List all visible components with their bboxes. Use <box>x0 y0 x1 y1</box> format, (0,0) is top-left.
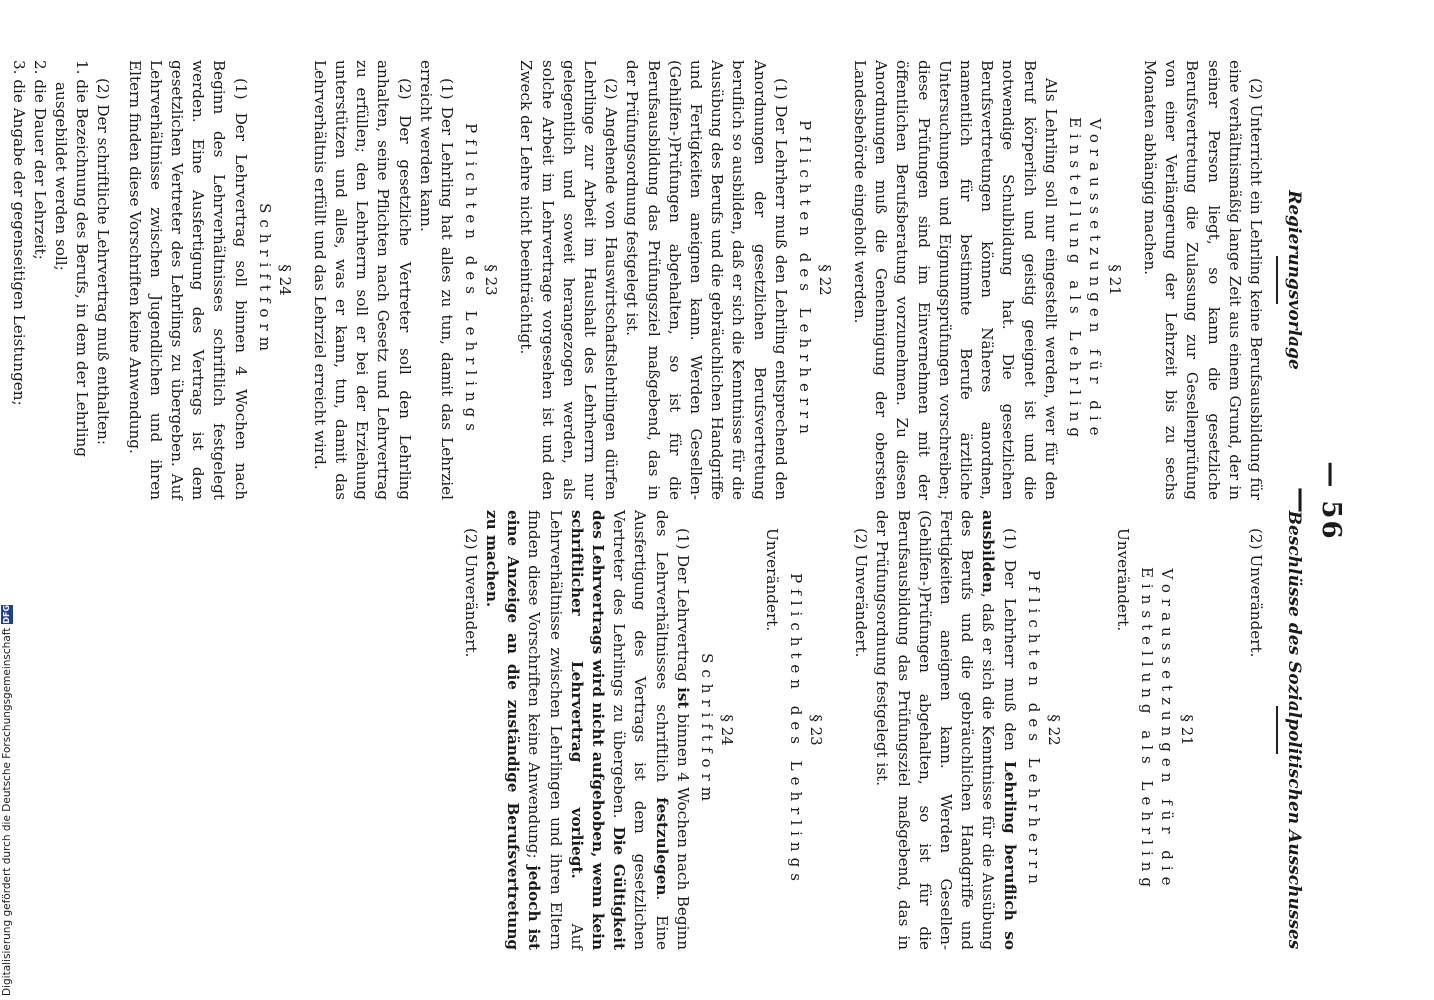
paragraph: (1) Der Lehrvertrag soll binnen 4 Wochen nach Beginn des Lehrverhältnisses schriftlich festgelegt werden. Eine Ausfertigung des Vertrags ist dem gesetzlichen Vertreter des Lehrlings zu übergeben. Auf Lehrverhältnisse zwischen Jugendlichen und ihren Eltern finden diese Vorschriften keine Anwendung. <box>125 60 250 500</box>
requirements-list <box>7 60 92 500</box>
emphasis: jedoch ist eine Anzeige an die zuständige Berufsvertretung zu machen. <box>482 510 544 950</box>
paragraph: (2) Unverändert. <box>852 528 871 658</box>
paragraph: Unverändert. <box>762 528 781 632</box>
section-title: Schriftform <box>255 203 274 357</box>
page-number: — 56 — <box>1286 461 1346 541</box>
emphasis: ist <box>673 687 692 709</box>
credit-text: Digitalisierung gefördert durch die Deutsche Forschungsgemeinschaft <box>1 627 13 996</box>
emphasis: Die Gültigkeit des Lehrvertrags wird nicht aufgehoben, wenn kein schriftlicher Lehrvertrag vorliegt. <box>567 510 629 951</box>
heading-rule <box>1276 706 1278 754</box>
section-number: § 23 <box>806 714 825 746</box>
paragraph <box>481 510 693 950</box>
section-title: Pflichten des Lehrherrn <box>795 120 814 440</box>
text-run: . Eine Ausfertigung des Vertrags ist dem gesetzlichen Vertreter des Lehrlings zu übergeben. <box>610 510 671 950</box>
paragraph: (2) Unterricht ein Lehrling keine Berufsausbildung für eine verhältnismäßig lange Zeit aus einem Grund, der in seiner Person liegt, so kann die gesetzliche Berufsvertretung die Zulassung zur Gesellenprüfung von einer Verlängerung der Lehrzeit bis zu sechs Monaten abhängig machen. <box>1140 60 1265 500</box>
paragraph: (1) Der Lehrherr muß den Lehrling entsprechend den Anordnungen der gesetzlichen Berufsvertretung beruflich so ausbilden, daß er sich die Kenntnisse für die Ausübung des Berufs und die gebräuchlichen Handgriffe und Fertigkeiten aneignen kann. Werden Gesellen-(Gehilfen-)Prüfungen abgehalten, so ist für die Berufsausbildung das Prüfungsziel maßgebend, das in der Prüfungsordnung festgelegt ist. <box>623 60 790 500</box>
text-run: (1) Der Lehrherr muß den <box>1000 528 1019 762</box>
column-heading: Regierungsvorlage <box>1284 190 1304 370</box>
section-title: Voraussetzungen für die Einstellung als Lehrling <box>1065 116 1104 444</box>
text-run: Auf Lehrverhältnisse zwischen Lehrlingen und ihren Eltern finden diese Vorschriften keine Anwendung; <box>525 510 586 950</box>
paragraph: Unverändert. <box>1113 528 1132 632</box>
column-regierungsvorlage <box>7 60 1304 500</box>
paragraph <box>871 510 1019 950</box>
section-number: § 22 <box>815 264 834 296</box>
paragraph: Als Lehrling soll nur eingestellt werden, wer für den Beruf körperlich und geistig geeignet ist und die notwendige Schulbildung hat. Die gesetzlichen Berufsvertretungen können Näheres anordnen, namentlich für bestimmte Berufe ärztliche Untersuchungen und Eignungsprüfungen vorschreiben; diese Prüfungen sind im Einvernehmen mit der öffentlichen Berufsberatung vorzunehmen. Zu diesen Anordnungen muß die Genehmigung der obersten Landesbehörde eingeholt werden. <box>850 60 1060 500</box>
paragraph: (2) Der schriftliche Lehrvertrag muß enthalten: <box>94 78 113 445</box>
column-ausschuss-beschluesse <box>460 510 1304 950</box>
column-heading: Beschlüsse des Sozialpolitischen Ausschusses <box>1284 510 1304 950</box>
paragraph: (2) Unverändert. <box>461 528 480 658</box>
section-number: § 21 <box>1177 714 1196 746</box>
section-title: Pflichten des Lehrlings <box>462 123 481 437</box>
digitization-credit <box>0 604 14 996</box>
section-title: Schriftform <box>697 653 716 807</box>
paragraph: (2) Angehende von Hauswirtschaftslehrlingen dürfen Lehrlinge zur Arbeit im Haushalt des Lehrherrn nur gelegentlich und soweit herangezogen werden, als solche Arbeit im Lehrvertrage vorgesehen ist und den Zweck der Lehre nicht beeinträchtigt. <box>517 60 621 500</box>
dfg-logo: DFG <box>2 604 11 624</box>
section-title: Pflichten des Lehrlings <box>786 573 805 887</box>
paragraph: (2) Unverändert. <box>1247 528 1265 658</box>
list-item: 2. die Dauer der Lehrzeit; <box>30 60 49 260</box>
section-title: Voraussetzungen für die Einstellung als Lehrling <box>1137 566 1176 894</box>
paragraph: (2) Der gesetzliche Vertreter soll den Lehrling anhalten, seine Pflichten nach Gesetz und Lehrvertrag zu erfüllen; den Lehrherrn soll er bei der Erziehung unterstützen und alles, was er kann, tun, damit das Lehrverhältnis erfüllt und das Lehrziel erreicht wird. <box>310 60 414 500</box>
text-run: (1) Der Lehrvertrag <box>673 528 692 688</box>
list-item: 1. die Bezeichnung des Berufs, in dem der Lehrling ausgebildet werden soll; <box>52 60 92 458</box>
emphasis: festzulegen <box>652 797 671 896</box>
text-run: , daß er sich die Kenntnisse für die Ausübung des Berufs und die gebräuchlichen Handgriffe und Fertigkeiten aneignen kann. Werden Gesellen-(Gehilfen-)Prüfungen abgehalten, so ist für die Berufsausbildung das Prüfungsziel maßgebend, das in der Prüfungsordnung festgelegt ist. <box>873 510 998 950</box>
heading-rule <box>1276 256 1278 304</box>
text-run: binnen 4 Wochen nach Beginn des Lehrverhältnisses schriftlich <box>652 510 692 950</box>
section-number: § 24 <box>275 264 294 296</box>
section-number: § 21 <box>1105 264 1124 296</box>
section-number: § 23 <box>482 264 501 296</box>
emphasis: Lehrling beruflich so ausbilden <box>979 510 1019 950</box>
paragraph: (1) Der Lehrling hat alles zu tun, damit das Lehrziel erreicht werden kann. <box>416 60 457 500</box>
list-item: 3. die Angabe der gegenseitigen Leistungen; <box>9 60 28 406</box>
section-title: Pflichten des Lehrherrn <box>1024 570 1043 890</box>
section-number: § 24 <box>717 714 736 746</box>
section-number: § 22 <box>1044 714 1063 746</box>
